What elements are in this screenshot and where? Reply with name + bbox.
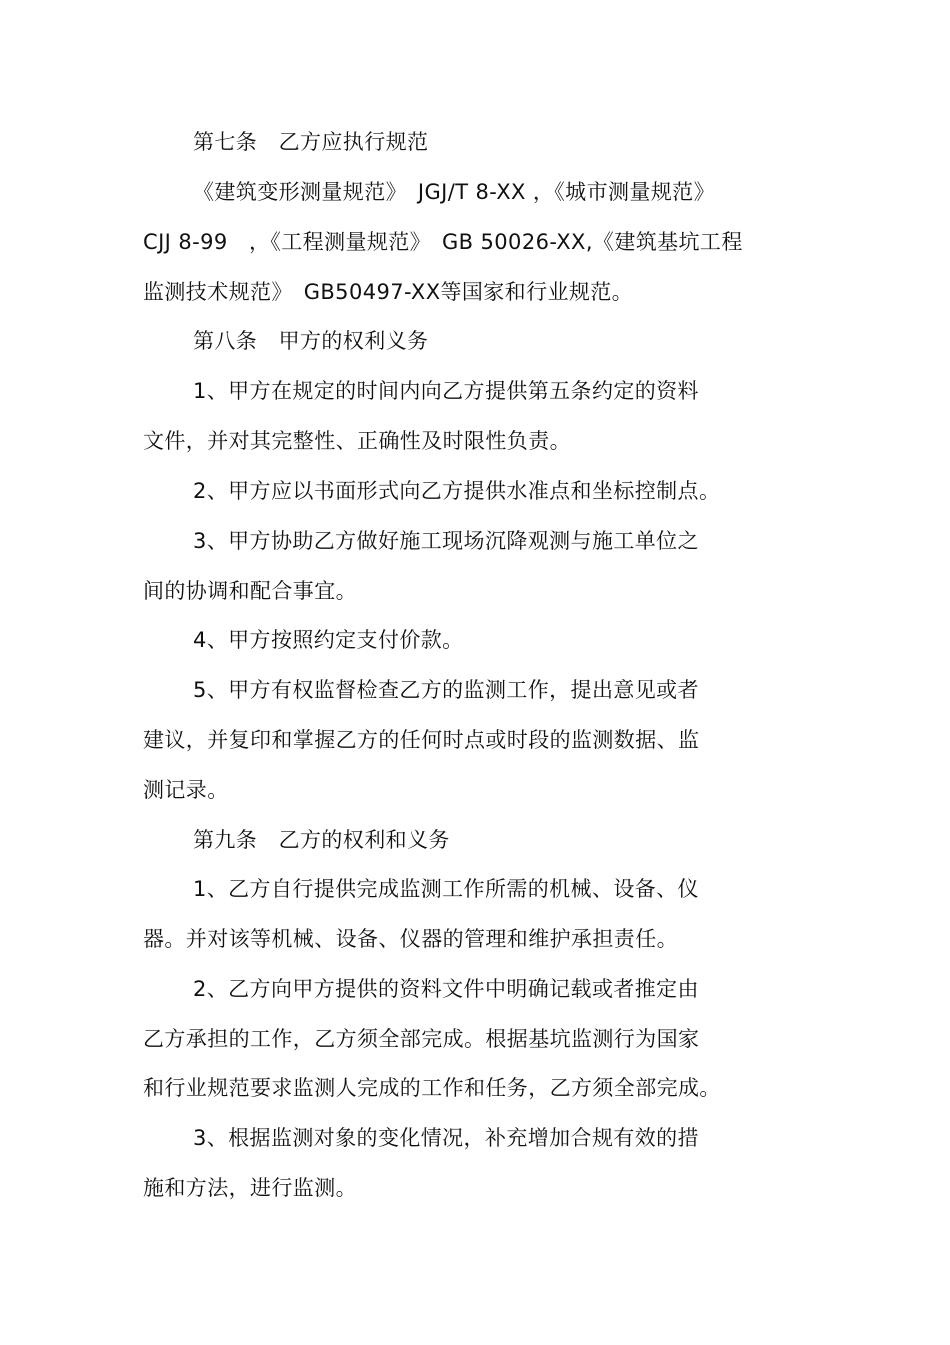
text-line: 建议，并复印和掌握乙方的任何时点或时段的监测数据、监 (143, 728, 700, 752)
text-line: 3、根据监测对象的变化情况，补充增加合规有效的措 (193, 1126, 699, 1150)
text-line: 4、甲方按照约定支付价款。 (193, 628, 464, 652)
text-line: 3、甲方协助乙方做好施工现场沉降观测与施工单位之 (193, 529, 699, 553)
text-line: 《建筑变形测量规范》 JGJ/T 8-XX ，《城市测量规范》 (193, 180, 715, 204)
text-line: 间的协调和配合事宜。 (143, 579, 357, 603)
text-line: 1、甲方在规定的时间内向乙方提供第五条约定的资料 (193, 379, 699, 403)
text-line: 器。并对该等机械、设备、仪器的管理和维护承担责任。 (143, 927, 678, 951)
article-8-heading: 第八条 甲方的权利义务 (193, 329, 429, 353)
text-line: 乙方承担的工作，乙方须全部完成。根据基坑监测行为国家 (143, 1027, 700, 1051)
text-line: 测记录。 (143, 778, 229, 802)
text-line: 1、乙方自行提供完成监测工作所需的机械、设备、仪 (193, 877, 699, 901)
text-line: 和行业规范要求监测人完成的工作和任务，乙方须全部完成。 (143, 1076, 721, 1100)
text-line: 2、甲方应以书面形式向乙方提供水准点和坐标控制点。 (193, 479, 721, 503)
text-line: 2、乙方向甲方提供的资料文件中明确记载或者推定由 (193, 977, 699, 1001)
text-line: CJJ 8-99 ，《工程测量规范》 GB 50026-XX,《建筑基坑工程 (143, 230, 743, 254)
article-7-heading: 第七条 乙方应执行规范 (193, 130, 429, 154)
text-line: 文件，并对其完整性、正确性及时限性负责。 (143, 429, 571, 453)
text-line: 5、甲方有权监督检查乙方的监测工作，提出意见或者 (193, 678, 699, 702)
text-line: 监测技术规范》 GB50497-XX等国家和行业规范。 (143, 280, 634, 304)
text-line: 施和方法，进行监测。 (143, 1176, 357, 1200)
article-9-heading: 第九条 乙方的权利和义务 (193, 828, 450, 852)
